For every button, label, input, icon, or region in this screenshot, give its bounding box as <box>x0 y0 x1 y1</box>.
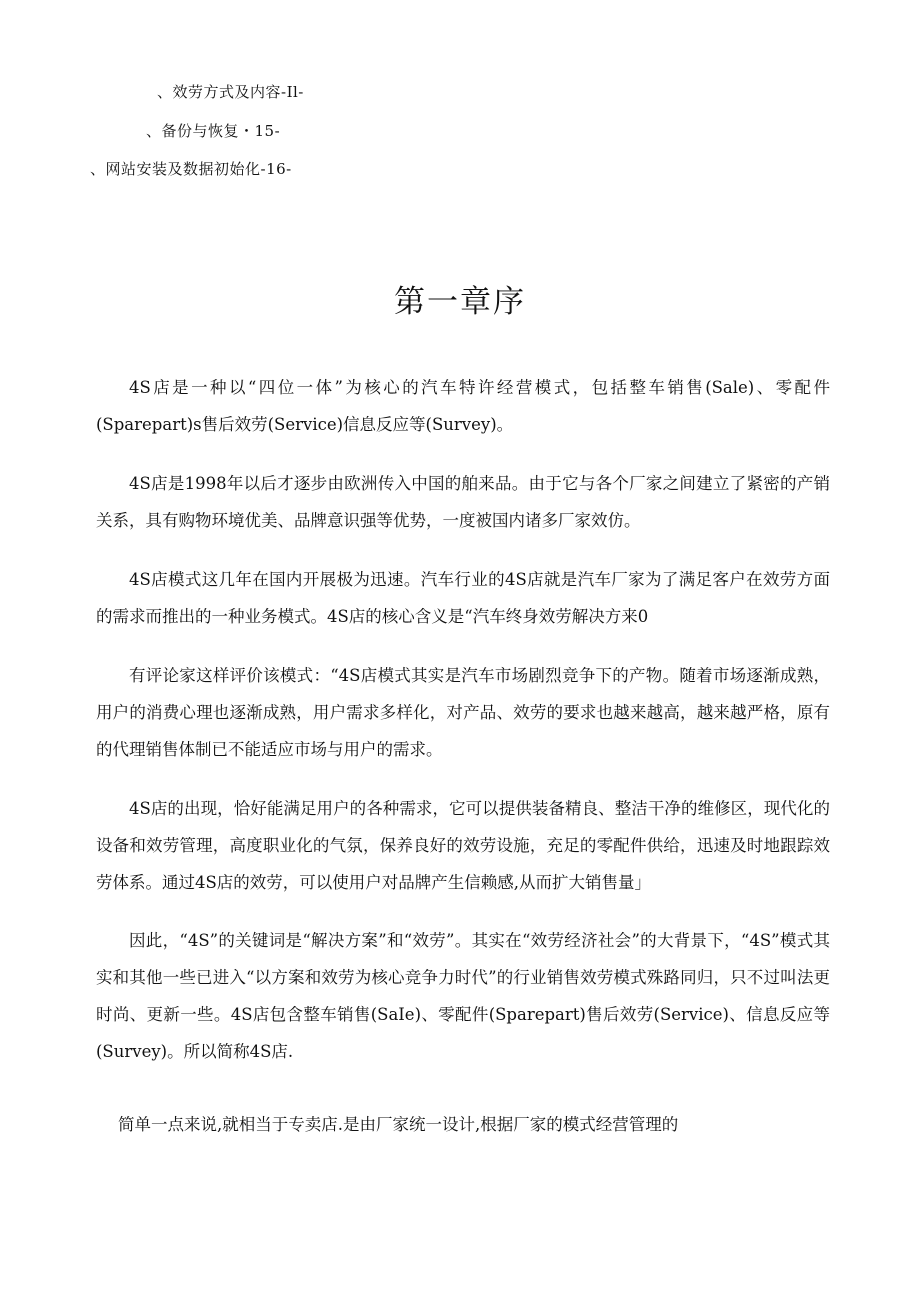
toc-entry-site-install: 、网站安装及数据初始化-16- <box>90 160 292 178</box>
body-paragraph-1: 4S店是一种以“四位一体”为核心的汽车特许经营模式，包括整车销售(Sale)、零配件(Sparepart)s售后效劳(Service)信息反应等(Survey)。 <box>96 378 830 434</box>
chapter-title: 第一章序 <box>394 284 526 320</box>
toc-entry-service-methods: 、效劳方式及内容-Il- <box>157 83 304 101</box>
body-paragraph-6: 因此，“4S”的关键词是“解决方案”和“效劳”。其实在“效劳经济社会”的大背景下，“4S”模式其实和其他一些已进入“以方案和效劳为核心竞争力时代”的行业销售效劳模式殊路同归，只不过叫法更时尚、更新一些。4S店包含整车销售(SaIe)、零配件(Sparepart)售后效劳(Service)、信息反应等(Survey)。所以简称4S店. <box>96 931 830 1061</box>
toc-entry-backup-restore: 、备份与恢复・15- <box>146 122 281 140</box>
body-paragraph-2: 4S店是1998年以后才逐步由欧洲传入中国的舶来品。由于它与各个厂家之间建立了紧密的产销关系，具有购物环境优美、品牌意识强等优势，一度被国内诸多厂家效仿。 <box>96 474 830 530</box>
body-paragraph-5: 4S店的出现，恰好能满足用户的各种需求，它可以提供装备精良、整洁干净的维修区，现代化的设备和效劳管理，高度职业化的气氛，保养良好的效劳设施，充足的零配件供给，迅速及时地跟踪效劳体系。通过4S店的效劳，可以使用户对品牌产生信赖感,从而扩大销售量」 <box>96 799 830 892</box>
body-paragraph-4: 有评论家这样评价该模式：“4S店模式其实是汽车市场剧烈竞争下的产物。随着市场逐渐成熟，用户的消费心理也逐渐成熟，用户需求多样化，对产品、效劳的要求也越来越高，越来越严格，原有的代理销售体制已不能适应市场与用户的需求。 <box>96 666 830 759</box>
body-paragraph-3: 4S店模式这几年在国内开展极为迅速。汽车行业的4S店就是汽车厂家为了满足客户在效劳方面的需求而推出的一种业务模式。4S店的核心含义是“汽车终身效劳解决方来0 <box>96 570 830 626</box>
body-paragraph-7: 简单一点来说,就相当于专卖店.是由厂家统一设计,根据厂家的模式经营管理的 <box>118 1115 679 1134</box>
